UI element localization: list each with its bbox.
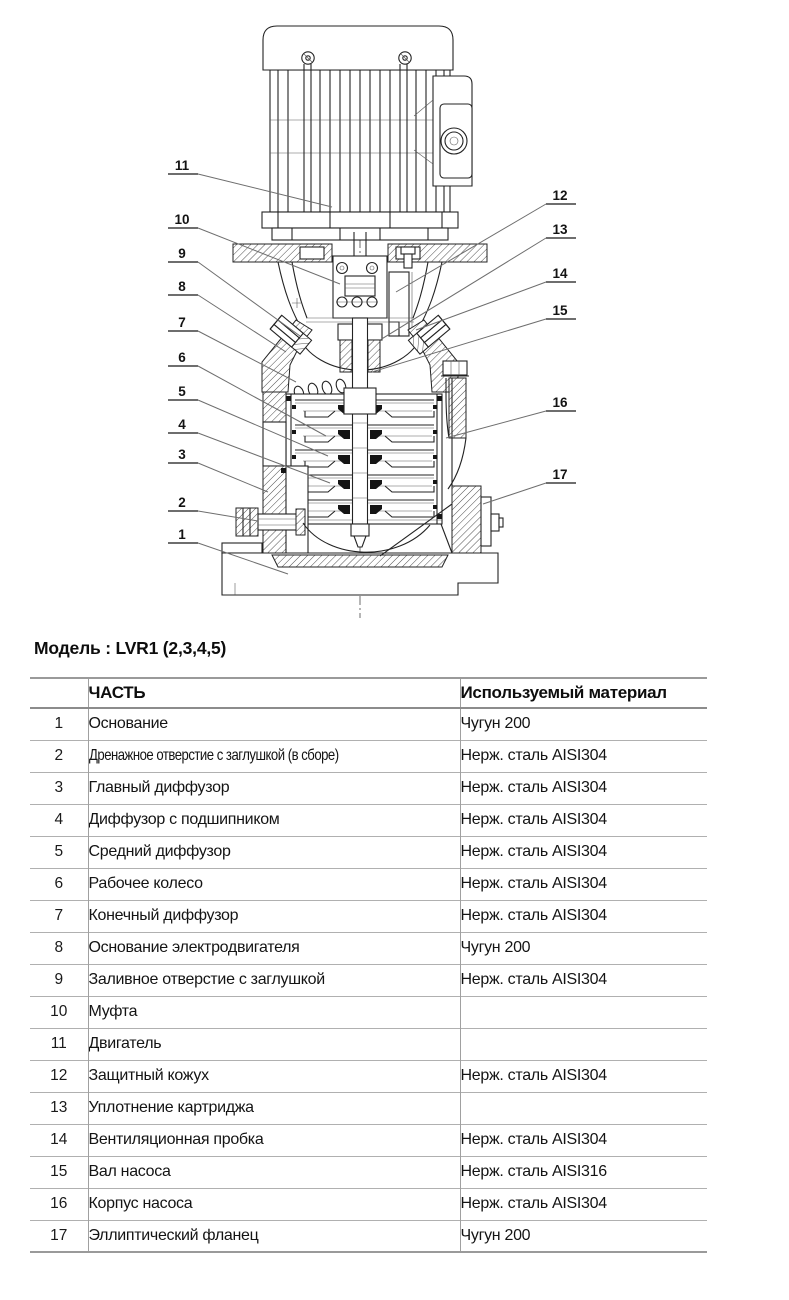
part-name-text: Основание электродвигателя	[88, 939, 300, 956]
part-name	[88, 1156, 460, 1188]
part-name-text: Рабочее колесо	[88, 875, 203, 892]
coupling-guard	[389, 272, 412, 336]
part-name-text: Вал насоса	[88, 1163, 171, 1180]
part-name-text: Вентиляционная пробка	[88, 1131, 264, 1148]
table-row	[30, 836, 707, 868]
table-row	[30, 772, 707, 804]
material-name	[460, 996, 707, 1028]
part-name-text: Корпус насоса	[88, 1195, 193, 1212]
table-row	[30, 1220, 707, 1252]
table-row	[30, 740, 707, 772]
part-name	[88, 1060, 460, 1092]
row-number: 3	[54, 779, 64, 796]
material-name: Нерж. сталь AISI304	[460, 836, 707, 868]
svg-text:14: 14	[552, 266, 568, 281]
table-row	[30, 708, 707, 740]
part-name	[88, 740, 460, 772]
table-row	[30, 996, 707, 1028]
row-number: 13	[50, 1099, 68, 1116]
part-name-text: Заливное отверстие с заглушкой	[88, 971, 325, 988]
material-name: Чугун 200	[460, 1220, 707, 1252]
callout-17	[483, 467, 576, 504]
part-name-text: Диффузор с подшипником	[88, 811, 280, 828]
part-name	[88, 996, 460, 1028]
svg-text:11: 11	[174, 158, 190, 173]
part-name	[88, 836, 460, 868]
part-name-text: Эллиптический фланец	[88, 1226, 259, 1244]
table-row	[30, 1060, 707, 1092]
pump-diagram-svg	[0, 0, 789, 628]
part-name-text: Дренажное отверстие с заглушкой (в сборе)	[88, 747, 339, 764]
part-name-text: Защитный кожух	[88, 1067, 209, 1084]
row-number: 15	[50, 1163, 68, 1180]
table-row	[30, 932, 707, 964]
material-name: Чугун 200	[460, 932, 707, 964]
svg-text:12: 12	[552, 188, 568, 203]
svg-text:9: 9	[178, 246, 186, 261]
material-name: Нерж. сталь AISI304	[460, 1060, 707, 1092]
part-name	[88, 804, 460, 836]
material-name: Нерж. сталь AISI304	[460, 772, 707, 804]
row-number: 11	[50, 1035, 67, 1052]
row-number: 7	[54, 907, 64, 924]
col-header-number	[30, 678, 88, 708]
part-name-text: Уплотнение картриджа	[88, 1099, 254, 1116]
table-row	[30, 804, 707, 836]
table-row	[30, 900, 707, 932]
row-number: 2	[54, 747, 64, 764]
row-number: 14	[50, 1131, 68, 1148]
part-name	[88, 868, 460, 900]
part-name	[88, 1188, 460, 1220]
material-name: Нерж. сталь AISI304	[460, 900, 707, 932]
material-name: Нерж. сталь AISI304	[460, 1124, 707, 1156]
svg-text:13: 13	[552, 222, 568, 237]
row-number: 5	[54, 843, 64, 860]
part-name	[88, 932, 460, 964]
parts-table-body	[30, 708, 707, 1252]
part-name	[88, 1028, 460, 1060]
material-name: Нерж. сталь AISI304	[460, 804, 707, 836]
material-name: Нерж. сталь AISI304	[460, 740, 707, 772]
row-number: 4	[54, 811, 64, 828]
table-row	[30, 1156, 707, 1188]
part-name-text: Конечный диффузор	[88, 907, 239, 924]
table-row	[30, 1124, 707, 1156]
table-row	[30, 964, 707, 996]
part-name-text: Средний диффузор	[88, 843, 231, 860]
row-number: 17	[50, 1226, 68, 1244]
svg-text:5: 5	[178, 384, 186, 399]
part-name	[88, 1220, 460, 1252]
svg-text:1: 1	[178, 527, 186, 542]
material-name	[460, 1028, 707, 1060]
callout-6	[168, 350, 326, 436]
row-number: 12	[50, 1067, 68, 1084]
pump-cross-section-diagram	[0, 0, 789, 628]
fan-cover	[263, 26, 453, 70]
table-row	[30, 1092, 707, 1124]
svg-text:17: 17	[552, 467, 568, 482]
material-name: Нерж. сталь AISI304	[460, 868, 707, 900]
elliptical-flange	[452, 486, 503, 553]
part-name	[88, 900, 460, 932]
part-name-text: Главный диффузор	[88, 779, 230, 796]
material-name: Нерж. сталь AISI316	[460, 1156, 707, 1188]
col-header-part: ЧАСТЬ	[88, 678, 460, 708]
svg-text:2: 2	[178, 495, 186, 510]
part-name	[88, 708, 460, 740]
svg-text:4: 4	[178, 417, 186, 432]
material-name: Нерж. сталь AISI304	[460, 1188, 707, 1220]
material-name: Нерж. сталь AISI304	[460, 964, 707, 996]
row-number: 9	[54, 971, 64, 988]
material-name: Чугун 200	[460, 708, 707, 740]
part-name	[88, 772, 460, 804]
row-number: 8	[54, 939, 64, 956]
model-title: Модель : LVR1 (2,3,4,5)	[34, 638, 227, 658]
svg-text:16: 16	[552, 395, 568, 410]
part-name	[88, 1124, 460, 1156]
parts-table	[30, 677, 707, 1253]
part-name	[88, 1092, 460, 1124]
table-row	[30, 868, 707, 900]
col-header-material: Используемый материал	[460, 678, 707, 708]
row-number: 6	[54, 875, 64, 892]
svg-text:8: 8	[178, 279, 186, 294]
svg-text:7: 7	[178, 315, 186, 330]
table-row	[30, 1028, 707, 1060]
part-name	[88, 964, 460, 996]
row-number: 16	[50, 1195, 68, 1212]
motor-feet	[262, 212, 458, 240]
row-number: 10	[50, 1003, 68, 1020]
svg-text:15: 15	[552, 303, 568, 318]
svg-text:6: 6	[178, 350, 186, 365]
motor	[262, 26, 458, 240]
svg-text:3: 3	[178, 447, 186, 462]
parts-table-wrap	[30, 677, 707, 1253]
row-number: 1	[54, 715, 64, 733]
table-header-row	[30, 678, 707, 708]
svg-text:10: 10	[174, 212, 190, 227]
material-name	[460, 1092, 707, 1124]
part-name-text: Муфта	[88, 1003, 138, 1020]
table-row	[30, 1188, 707, 1220]
part-name-text: Основание	[88, 715, 168, 733]
part-name-text: Двигатель	[88, 1035, 162, 1052]
